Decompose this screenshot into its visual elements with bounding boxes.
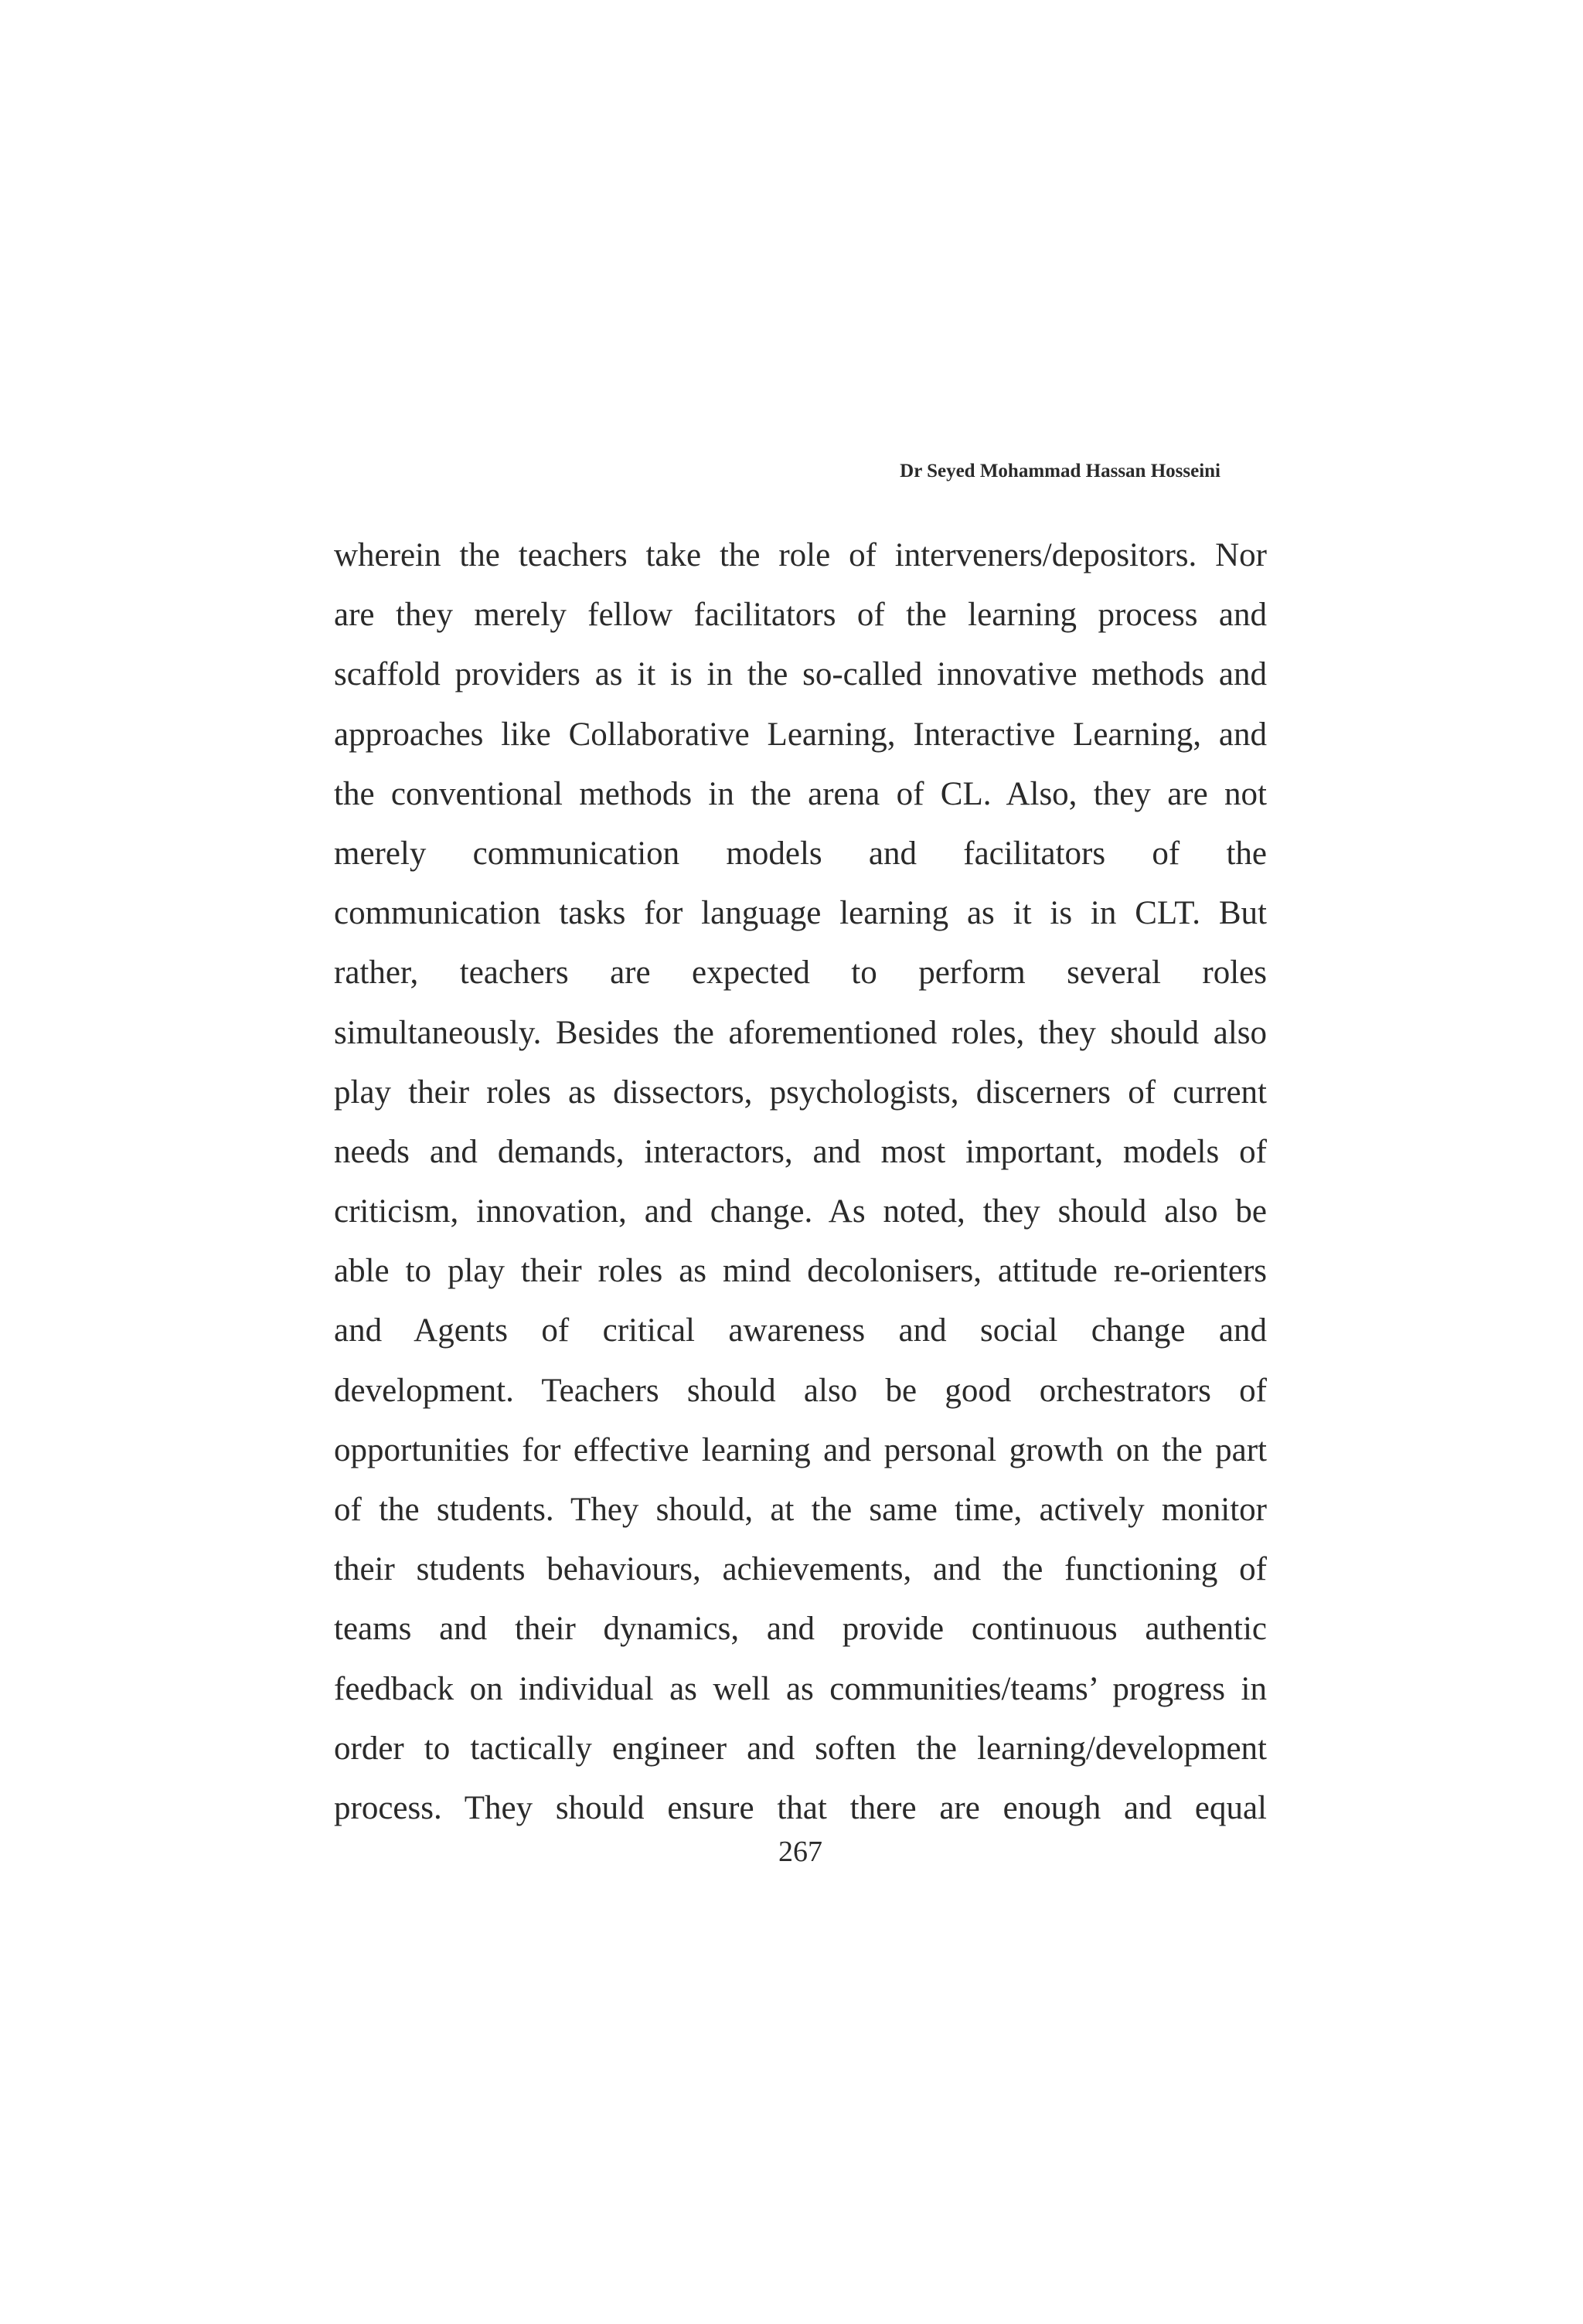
text-line: wherein the teachers take the role of interveners/depositors. Nor xyxy=(334,537,1267,573)
text-line: play their roles as dissectors, psychologists, discerners of current xyxy=(334,1074,1267,1111)
body-paragraph xyxy=(334,526,1267,1838)
text-line: opportunities for effective learning and personal growth on the part xyxy=(334,1431,1267,1468)
text-line: simultaneously. Besides the aforementioned roles, they should also xyxy=(334,1014,1267,1051)
text-line: scaffold providers as it is in the so-called innovative methods and xyxy=(334,656,1267,693)
text-line: are they merely fellow facilitators of the learning process and xyxy=(334,597,1267,634)
running-header: Dr Seyed Mohammad Hassan Hosseini xyxy=(900,461,1220,481)
text-line: order to tactically engineer and soften the learning/development xyxy=(334,1730,1267,1767)
text-line: development. Teachers should also be good orchestrators of xyxy=(334,1372,1267,1409)
text-line: feedback on individual as well as communities/teams’ progress in xyxy=(334,1670,1267,1707)
text-line: needs and demands, interactors, and most important, models of xyxy=(334,1133,1267,1170)
text-line: criticism, innovation, and change. As noted, they should also be xyxy=(334,1193,1267,1230)
text-line: process. They should ensure that there are enough and equal xyxy=(334,1789,1267,1826)
text-line: approaches like Collaborative Learning, Interactive Learning, and xyxy=(334,716,1267,753)
text-line: the conventional methods in the arena of CL. Also, they are not xyxy=(334,775,1267,812)
text-line: their students behaviours, achievements, and the functioning of xyxy=(334,1551,1267,1588)
text-line: of the students. They should, at the same time, actively monitor xyxy=(334,1492,1267,1528)
text-line: able to play their roles as mind decolonisers, attitude re-orienters xyxy=(334,1253,1267,1290)
page-number: 267 xyxy=(778,1836,822,1868)
text-line: teams and their dynamics, and provide continuous authentic xyxy=(334,1611,1267,1648)
text-line: merely communication models and facilitators of the xyxy=(334,835,1267,872)
text-line: and Agents of critical awareness and social change and xyxy=(334,1312,1267,1349)
text-line: communication tasks for language learning as it is in CLT. But xyxy=(334,895,1267,932)
text-line: rather, teachers are expected to perform several roles xyxy=(334,954,1267,992)
